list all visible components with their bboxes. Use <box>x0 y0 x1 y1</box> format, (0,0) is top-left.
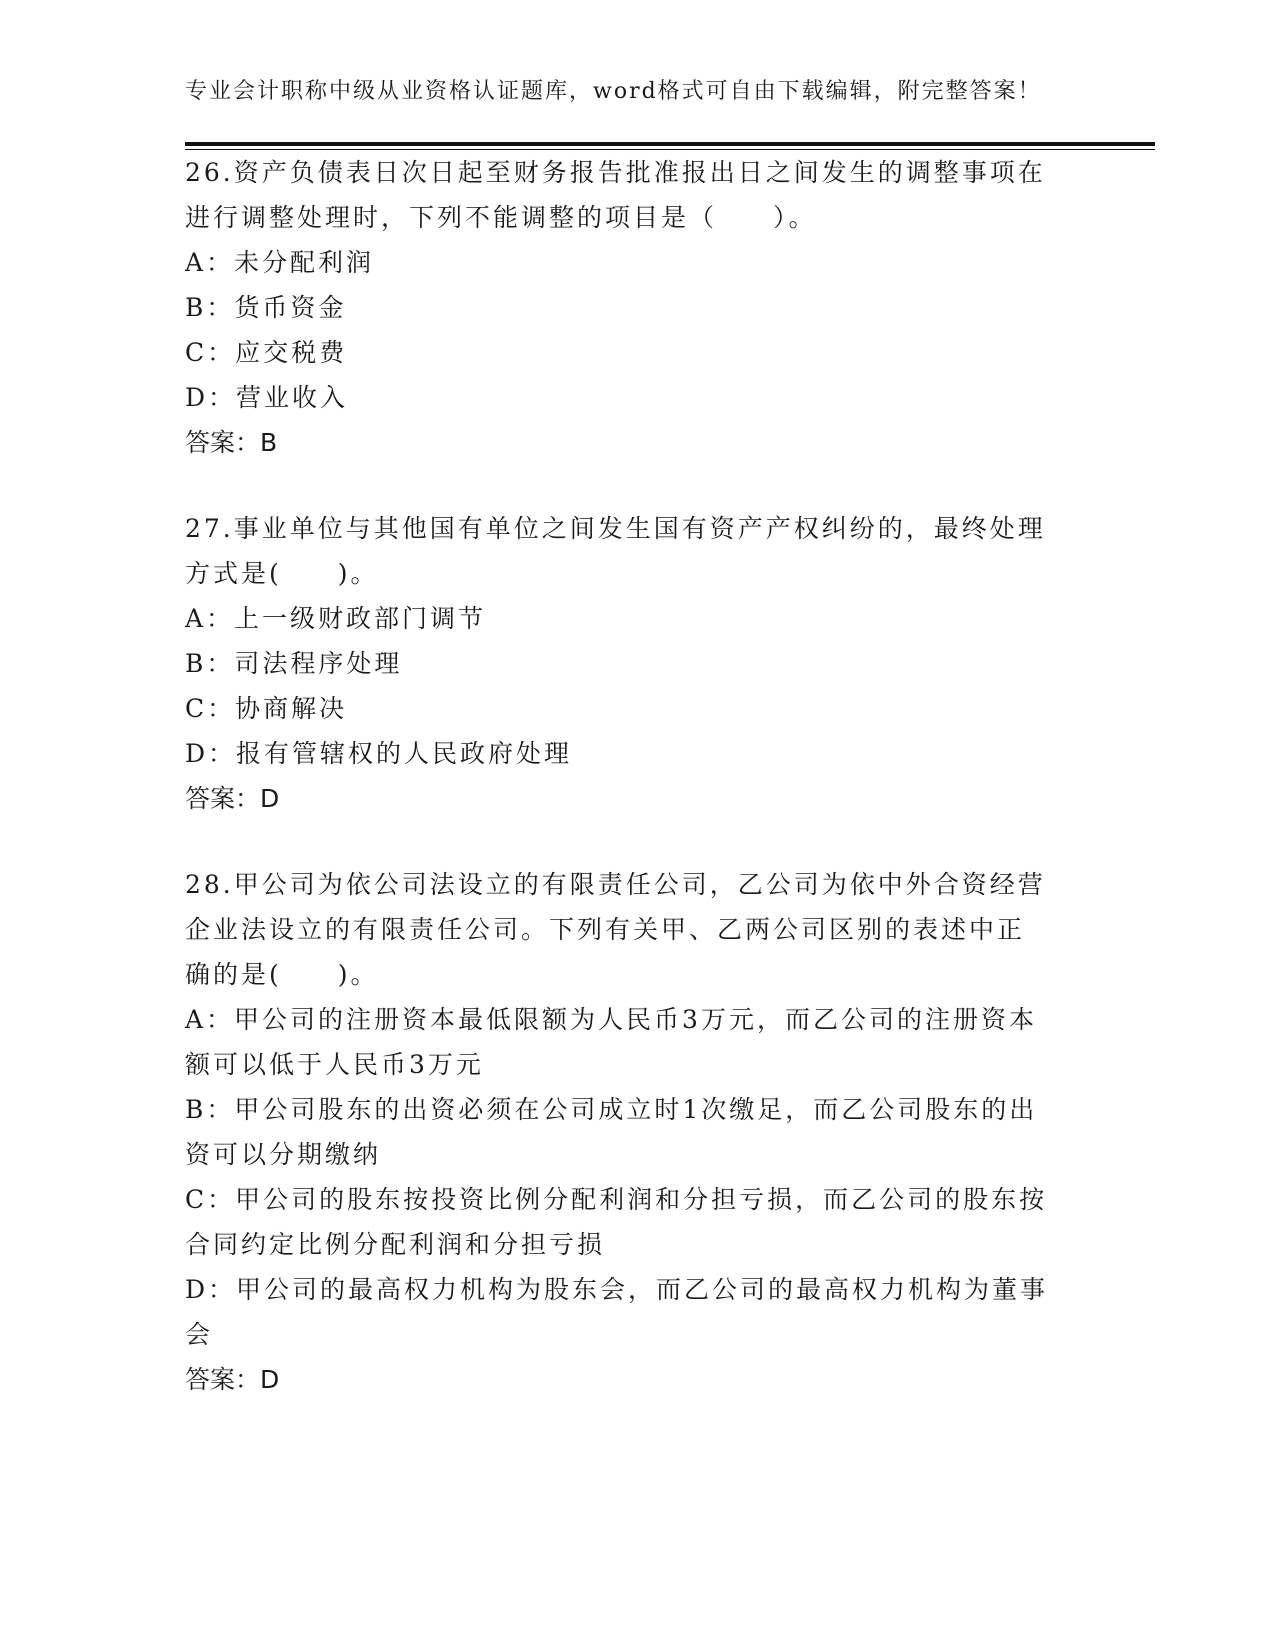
question-stem-line: 确的是( )。 <box>185 960 379 989</box>
page-header: 专业会计职称中级从业资格认证题库，word格式可自由下载编辑，附完整答案！ <box>185 79 1042 104</box>
option-a: A：上一级财政部门调节 <box>185 604 487 633</box>
option-c: C：应交税费 <box>185 338 348 367</box>
answer: 答案：B <box>185 428 278 457</box>
option-b: B：甲公司股东的出资必须在公司成立时1次缴足，而乙公司股东的出 <box>185 1095 1038 1124</box>
option-d: D：甲公司的最高权力机构为股东会，而乙公司的最高权力机构为董事 <box>185 1275 1049 1304</box>
option-c-continued: 合同约定比例分配利润和分担亏损 <box>185 1230 606 1259</box>
answer: 答案：D <box>185 784 280 813</box>
option-a-continued: 额可以低于人民币3万元 <box>185 1050 484 1079</box>
option-b: B：司法程序处理 <box>185 649 403 678</box>
question-stem-line: 28.甲公司为依公司法设立的有限责任公司，乙公司为依中外合资经营 <box>185 870 1046 899</box>
option-d-continued: 会 <box>185 1320 214 1349</box>
header-rule-thick <box>185 142 1155 146</box>
option-a: A：未分配利润 <box>185 248 375 277</box>
option-a: A：甲公司的注册资本最低限额为人民币3万元，而乙公司的注册资本 <box>185 1005 1037 1034</box>
question-stem-line: 26.资产负债表日次日起至财务报告批准报出日之间发生的调整事项在 <box>185 158 1046 187</box>
question-stem-line: 进行调整处理时，下列不能调整的项目是（ ）。 <box>185 203 817 232</box>
option-d: D：营业收入 <box>185 383 349 412</box>
question-26 <box>185 150 1085 465</box>
question-27 <box>185 506 1085 821</box>
option-d: D：报有管辖权的人民政府处理 <box>185 739 573 768</box>
question-28 <box>185 862 1085 1402</box>
option-c: C：协商解决 <box>185 694 348 723</box>
question-stem-line: 企业法设立的有限责任公司。下列有关甲、乙两公司区别的表述中正 <box>185 915 1026 944</box>
option-b: B：货币资金 <box>185 293 347 322</box>
option-b-continued: 资可以分期缴纳 <box>185 1140 382 1169</box>
answer: 答案：D <box>185 1365 280 1394</box>
question-stem-line: 27.事业单位与其他国有单位之间发生国有资产产权纠纷的，最终处理 <box>185 514 1046 543</box>
question-stem-line: 方式是( )。 <box>185 559 379 588</box>
option-c: C：甲公司的股东按投资比例分配利润和分担亏损，而乙公司的股东按 <box>185 1185 1048 1214</box>
